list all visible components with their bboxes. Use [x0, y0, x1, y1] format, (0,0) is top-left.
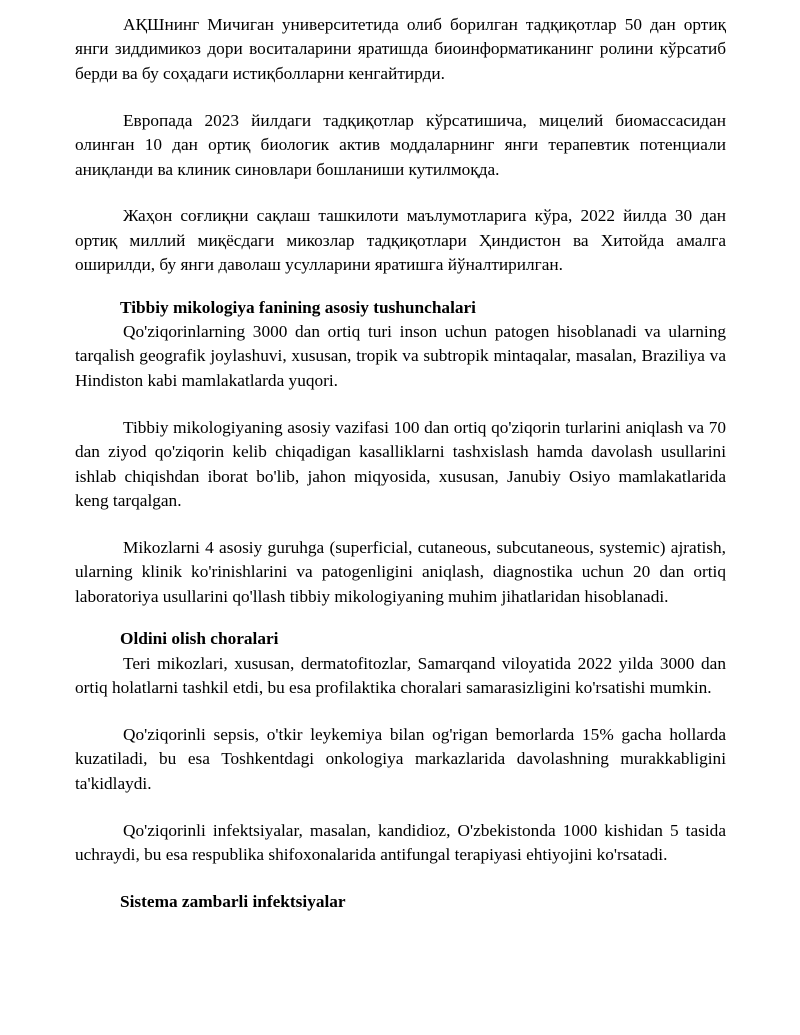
paragraph-fungal-sepsis: Qo'ziqorinli sepsis, o'tkir leykemiya bilan og'rigan bemorlarda 15% gacha hollarda kuzatiladi, bu esa Toshkentdagi onkologiya markazlarida davolashning murakkabligini ta'kidlaydi. — [75, 724, 726, 793]
document-page — [75, 13, 726, 914]
section-heading-systemic-infections: Sistema zambarli infektsiyalar — [120, 891, 346, 911]
paragraph-who-2022: Жаҳон соғлиқни сақлаш ташкилоти маълумотларига кўра, 2022 йилда 30 дан ортиқ миллий миқёсдаги микозлар тадқиқотлари Ҳиндистон ва Хитойда амалга оширилди, бу янги даволаш усулларини яратишга йўналтирилган. — [75, 206, 726, 275]
paragraph-skin-mycoses: Teri mikozlari, xususan, dermatofitozlar, Samarqand viloyatida 2022 yilda 3000 dan ortiq holatlarni tashkil etdi, bu esa profilaktika choralari samarasizligini ko'rsatishi mumkin. — [75, 653, 726, 697]
paragraph-mycoses-groups: Mikozlarni 4 asosiy guruhga (superficial, cutaneous, subcutaneous, systemic) ajratish, ularning klinik ko'rinishlarini va patogenligini aniqlash, diagnostika uchun 20 dan ortiq laboratoriya usullarini qo'llash tibbiy mikologiyaning muhim jihatlaridan hisoblanadi. — [75, 537, 726, 606]
section-heading-prevention: Oldini olish choralari — [120, 629, 279, 649]
paragraph-europe-2023: Европада 2023 йилдаги тадқиқотлар кўрсатишича, мицелий биомассасидан олинган 10 дан ортиқ биологик актив моддаларнинг янги терапевтик потенциали аниқланди ва клиник синовлари бошланиши кутилмоқда. — [75, 110, 726, 179]
section-heading-basic-concepts: Tibbiy mikologiya fanining asosiy tushunchalari — [120, 297, 476, 317]
paragraph-pathogen-species: Qo'ziqorinlarning 3000 dan ortiq turi inson uchun patogen hisoblanadi va ularning tarqalish geografik joylashuvi, xususan, tropik va subtropik mintaqalar, masalan, Braziliya va Hindiston kabi mamlakatlarda yuqori. — [75, 322, 726, 390]
paragraph-main-task: Tibbiy mikologiyaning asosiy vazifasi 100 dan ortiq qo'ziqorin turlarini aniqlash va 70 dan ziyod qo'ziqorin kelib chiqadigan kasalliklarni tashxislash hamda davolash usullarini ishlab chiqishdan iborat bo'lib, jahon miqyosida, xususan, Janubiy Osiyo mamlakatlarida keng tarqalgan. — [75, 417, 726, 510]
paragraph-usa-michigan: АҚШнинг Мичиган университетида олиб борилган тадқиқотлар 50 дан ортиқ янги зиддимикоз дори воситаларини яратишда биоинформатиканинг ролини кўрсатиб берди ва бу соҳадаги истиқболларни кенгайтирди. — [75, 15, 726, 83]
paragraph-candidiasis: Qo'ziqorinli infektsiyalar, masalan, kandidioz, O'zbekistonda 1000 kishidan 5 tasida uchraydi, bu esa respublika shifoxonalarida antifungal terapiyasi ehtiyojini ko'rsatadi. — [75, 820, 726, 864]
